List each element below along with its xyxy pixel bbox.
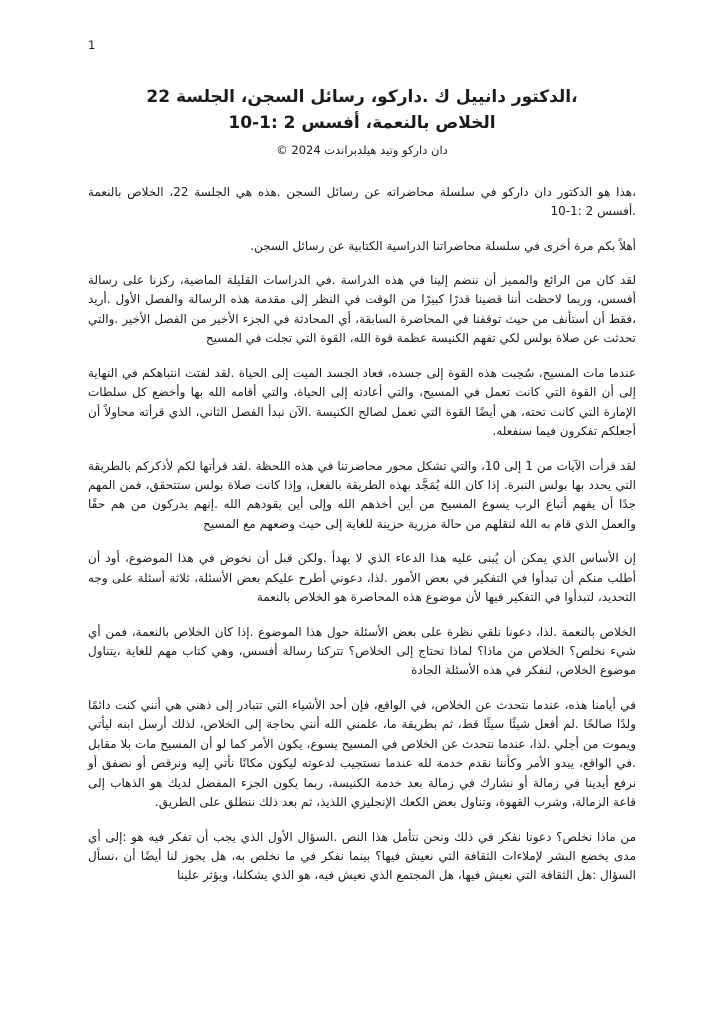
paragraph-personal-reflection: في أيامنا هذه، عندما نتحدث عن الخلاص، في الواقع، فإن أحد الأشياء التي تتبادر إلى ذهني هي أنني كنت دائمًا ولدًا صالحًا .لم أفعل شيئًا سيئًا قط، ثم بطريقة ما، علمني الله أنني بحاجة إلى الخلاص، لذلك أرسل ابنه ليأتي ويموت من أجلي .لذا، عندما نتحدث عن الخلاص في المسيح يسوع، يكون الأمر كما لو أن المسيح مات بلا مقابل .في الواقع، يبدو الأمر وكأننا نقدم خدمة لله عندما نستجيب لدعوته ليكون مكانًا نأتي إليه ونرقص أو نصفق أو نرفع أيدينا في زمالة أو نشارك في زمالة بعد خدمة الكنيسة، ربما يكون الجزء المفضل لديك هو الذهاب إلى قاعة الزمالة، وشرب القهوة، وتناول بعض الكعك الإنجليزي اللذيذ، ثم بعد ذلك ننطلق على الطريق. bbox=[88, 697, 636, 810]
paragraph-recap: لقد كان من الرائع والمميز أن ننضم إلينا في هذه الدراسة .في الدراسات القليلة الماضية، ركزنا على رسالة أفسس، وربما لاحظت أننا قضينا قدرًا كبيرًا من الوقت في النظر إلى مقدمة هذه الرسالة والفصل الأول .أريد ،فقط أن أستأنف من حيث توقفنا في المحاضرة السابقة، أي المحادثة في الجزء الأخير من الفصل الأخير .والتي تحدثت عن صلاة بولس لكي تفهم الكنيسة عظمة قوة الله، القوة التي تجلت في المسيح bbox=[88, 273, 636, 346]
paragraph-verses-1-10: لقد قرأت الآيات من 1 إلى 10، والتي تشكل محور محاضرتنا في هذه اللحظة .لقد قرأتها لكم لأذكركم بالطريقة التي يحدد بها بولس النبرة. إذا كان الله يُمَجَّد بهذه الطريقة بالفعل، وإذا كانت صلاة بولس ستتحقق، فمن المهم جدًا أن يفهم أتباع الرب يسوع المسيح من أين أخذهم الله وإلى أين يقودهم الله .إنهم يدركون من هم حقًا والعمل الذي قام به الله لنقلهم من حالة مزرية حزينة للغاية إلى حيث وضعهم مع المسيح bbox=[88, 458, 636, 531]
document-body bbox=[88, 183, 636, 886]
paragraph-culture-question: من ماذا نخلص؟ دعونا نفكر في ذلك ونحن نتأمل هذا النص .السؤال الأول الذي يجب أن تفكر فيه هو :إلى أي مدى يخضع البشر لإملاءات الثقافة التي نعيش فيها؟ بينما نفكر في ما نخلص به، هل يجوز لنا أيضًا أن ،نسأل السؤال :هل الثقافة التي نعيش فيها، هل المجتمع الذي نعيش فيه، هو الذي يشكلنا، ويؤثر علينا bbox=[88, 829, 636, 883]
paragraph-welcome: أهلاً بكم مرة أخرى في سلسلة محاضراتنا الدراسية الكتابية عن رسائل السجن. bbox=[250, 238, 636, 253]
document-title bbox=[88, 84, 636, 137]
document-header bbox=[88, 84, 636, 157]
page-number: 1 bbox=[88, 38, 96, 52]
paragraph-salvation-questions: الخلاص بالنعمة .لذا، دعونا نلقي نظرة على بعض الأسئلة حول هذا الموضوع .إذا كان الخلاص بالنعمة، فمن أي شيء نخلص؟ الخلاص من ماذا؟ لماذا نحتاج إلى الخلاص؟ تتركنا رسالة أفسس، وهي كتاب مهم للغاية ،يتناول موضوع الخلاص، لنفكر في هذه الأسئلة الجادة bbox=[88, 624, 636, 678]
title-line-2: الخلاص بالنعمة، أفسس 2 :1-10 bbox=[228, 113, 496, 134]
copyright-line: دان داركو وتيد هيلدبراندت 2024 © bbox=[276, 142, 448, 157]
paragraph-christ-power: عندما مات المسيح، سُحِبت هذه القوة إلى جسده، فعاد الجسد الميت إلى الحياة .لقد لفتت انتباهكم في النهاية إلى أن القوة التي كانت تعمل في المسيح، والتي أعادته إلى الحياة، والتي أقامه الله بها وأخضع كل سلطات الإمارة التي كانت تحته، هي أيضًا القوة التي تعمل لصالح الكنيسة .الآن نبدأ الفصل الثاني، الذي قرأته محاولاً أن أجعلكم تفكرون فيما سنفعله. bbox=[88, 365, 636, 439]
title-line-1: ،الدكتور دانييل ك .داركو، رسائل السجن، الجلسة 22 bbox=[146, 87, 578, 107]
paragraph-questions-intro: إن الأساس الذي يمكن أن يُبنى عليه هذا الدعاء الذي لا يهدأ .ولكن قبل أن نخوض في هذا الموضوع، أود أن أطلب منكم أن تبدأوا في التفكير في بعض الأمور .لذا، دعوني أطرح عليكم بعض الأسئلة، ثلاثة أسئلة على وجه التحديد، لتبدأوا في التفكير فيها لأن موضوع هذه المحاضرة هو الخلاص بالنعمة bbox=[88, 551, 636, 605]
paragraph-intro: ،هذا هو الدكتور دان داركو في سلسلة محاضراته عن رسائل السجن .هذه هي الجلسة 22، الخلاص بالنعمة .أفسس 2 :1-10 bbox=[88, 184, 636, 219]
